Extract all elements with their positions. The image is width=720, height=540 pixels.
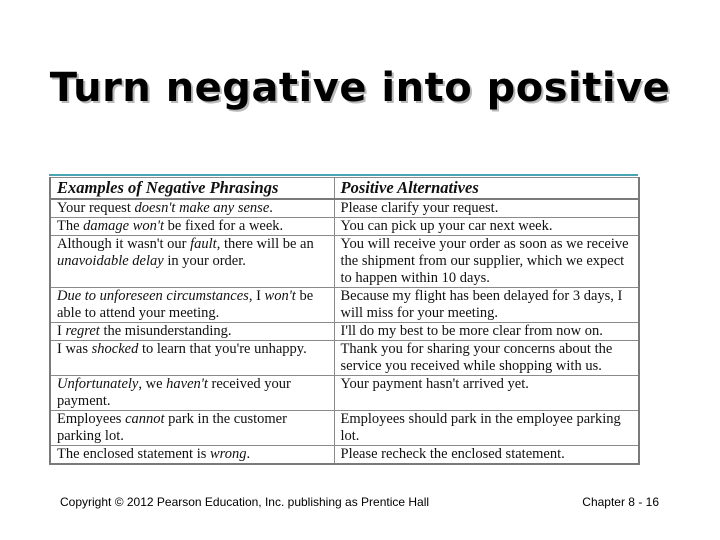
table-row <box>50 446 639 465</box>
positive-alternative-cell: Because my flight has been delayed for 3 days, I will miss for your meeting. <box>334 288 639 323</box>
negative-phrase-cell: Unfortunately, we haven't received your payment. <box>50 376 334 411</box>
table-top-rule <box>49 174 638 176</box>
table-row <box>50 199 639 218</box>
positive-alternative-cell: You will receive your order as soon as we receive the shipment from our supplier, which we expect to happen within 10 days. <box>334 236 639 288</box>
table-row <box>50 411 639 446</box>
negative-phrase-cell: Your request doesn't make any sense. <box>50 199 334 218</box>
negative-phrase-cell: Employees cannot park in the customer parking lot. <box>50 411 334 446</box>
phrasing-table-figure <box>49 160 638 460</box>
table-body <box>50 199 639 464</box>
table-row <box>50 376 639 411</box>
table-row <box>50 323 639 341</box>
table-row <box>50 236 639 288</box>
positive-alternative-cell: I'll do my best to be more clear from now on. <box>334 323 639 341</box>
positive-alternative-cell: Please clarify your request. <box>334 199 639 218</box>
negative-phrase-cell: The damage won't be fixed for a week. <box>50 218 334 236</box>
table-row <box>50 218 639 236</box>
table-row <box>50 341 639 376</box>
positive-alternative-cell: You can pick up your car next week. <box>334 218 639 236</box>
positive-alternative-cell: Your payment hasn't arrived yet. <box>334 376 639 411</box>
negative-phrase-cell: The enclosed statement is wrong. <box>50 446 334 465</box>
negative-phrase-cell: I was shocked to learn that you're unhappy. <box>50 341 334 376</box>
footer-copyright: Copyright © 2012 Pearson Education, Inc. publishing as Prentice Hall <box>60 495 430 509</box>
positive-alternative-cell: Thank you for sharing your concerns about the service you received while shopping with us. <box>334 341 639 376</box>
header-negative: Examples of Negative Phrasings <box>50 178 334 200</box>
negative-phrase-cell: Although it wasn't our fault, there will be an unavoidable delay in your order. <box>50 236 334 288</box>
slide-title: Turn negative into positive <box>49 65 671 111</box>
phrasing-table <box>49 177 640 465</box>
negative-phrase-cell: Due to unforeseen circumstances, I won't be able to attend your meeting. <box>50 288 334 323</box>
negative-phrase-cell: I regret the misunderstanding. <box>50 323 334 341</box>
footer-page-number: Chapter 8 - 16 <box>582 495 659 509</box>
positive-alternative-cell: Employees should park in the employee parking lot. <box>334 411 639 446</box>
header-positive: Positive Alternatives <box>334 178 639 200</box>
positive-alternative-cell: Please recheck the enclosed statement. <box>334 446 639 465</box>
table-header-row <box>50 178 639 200</box>
table-row <box>50 288 639 323</box>
